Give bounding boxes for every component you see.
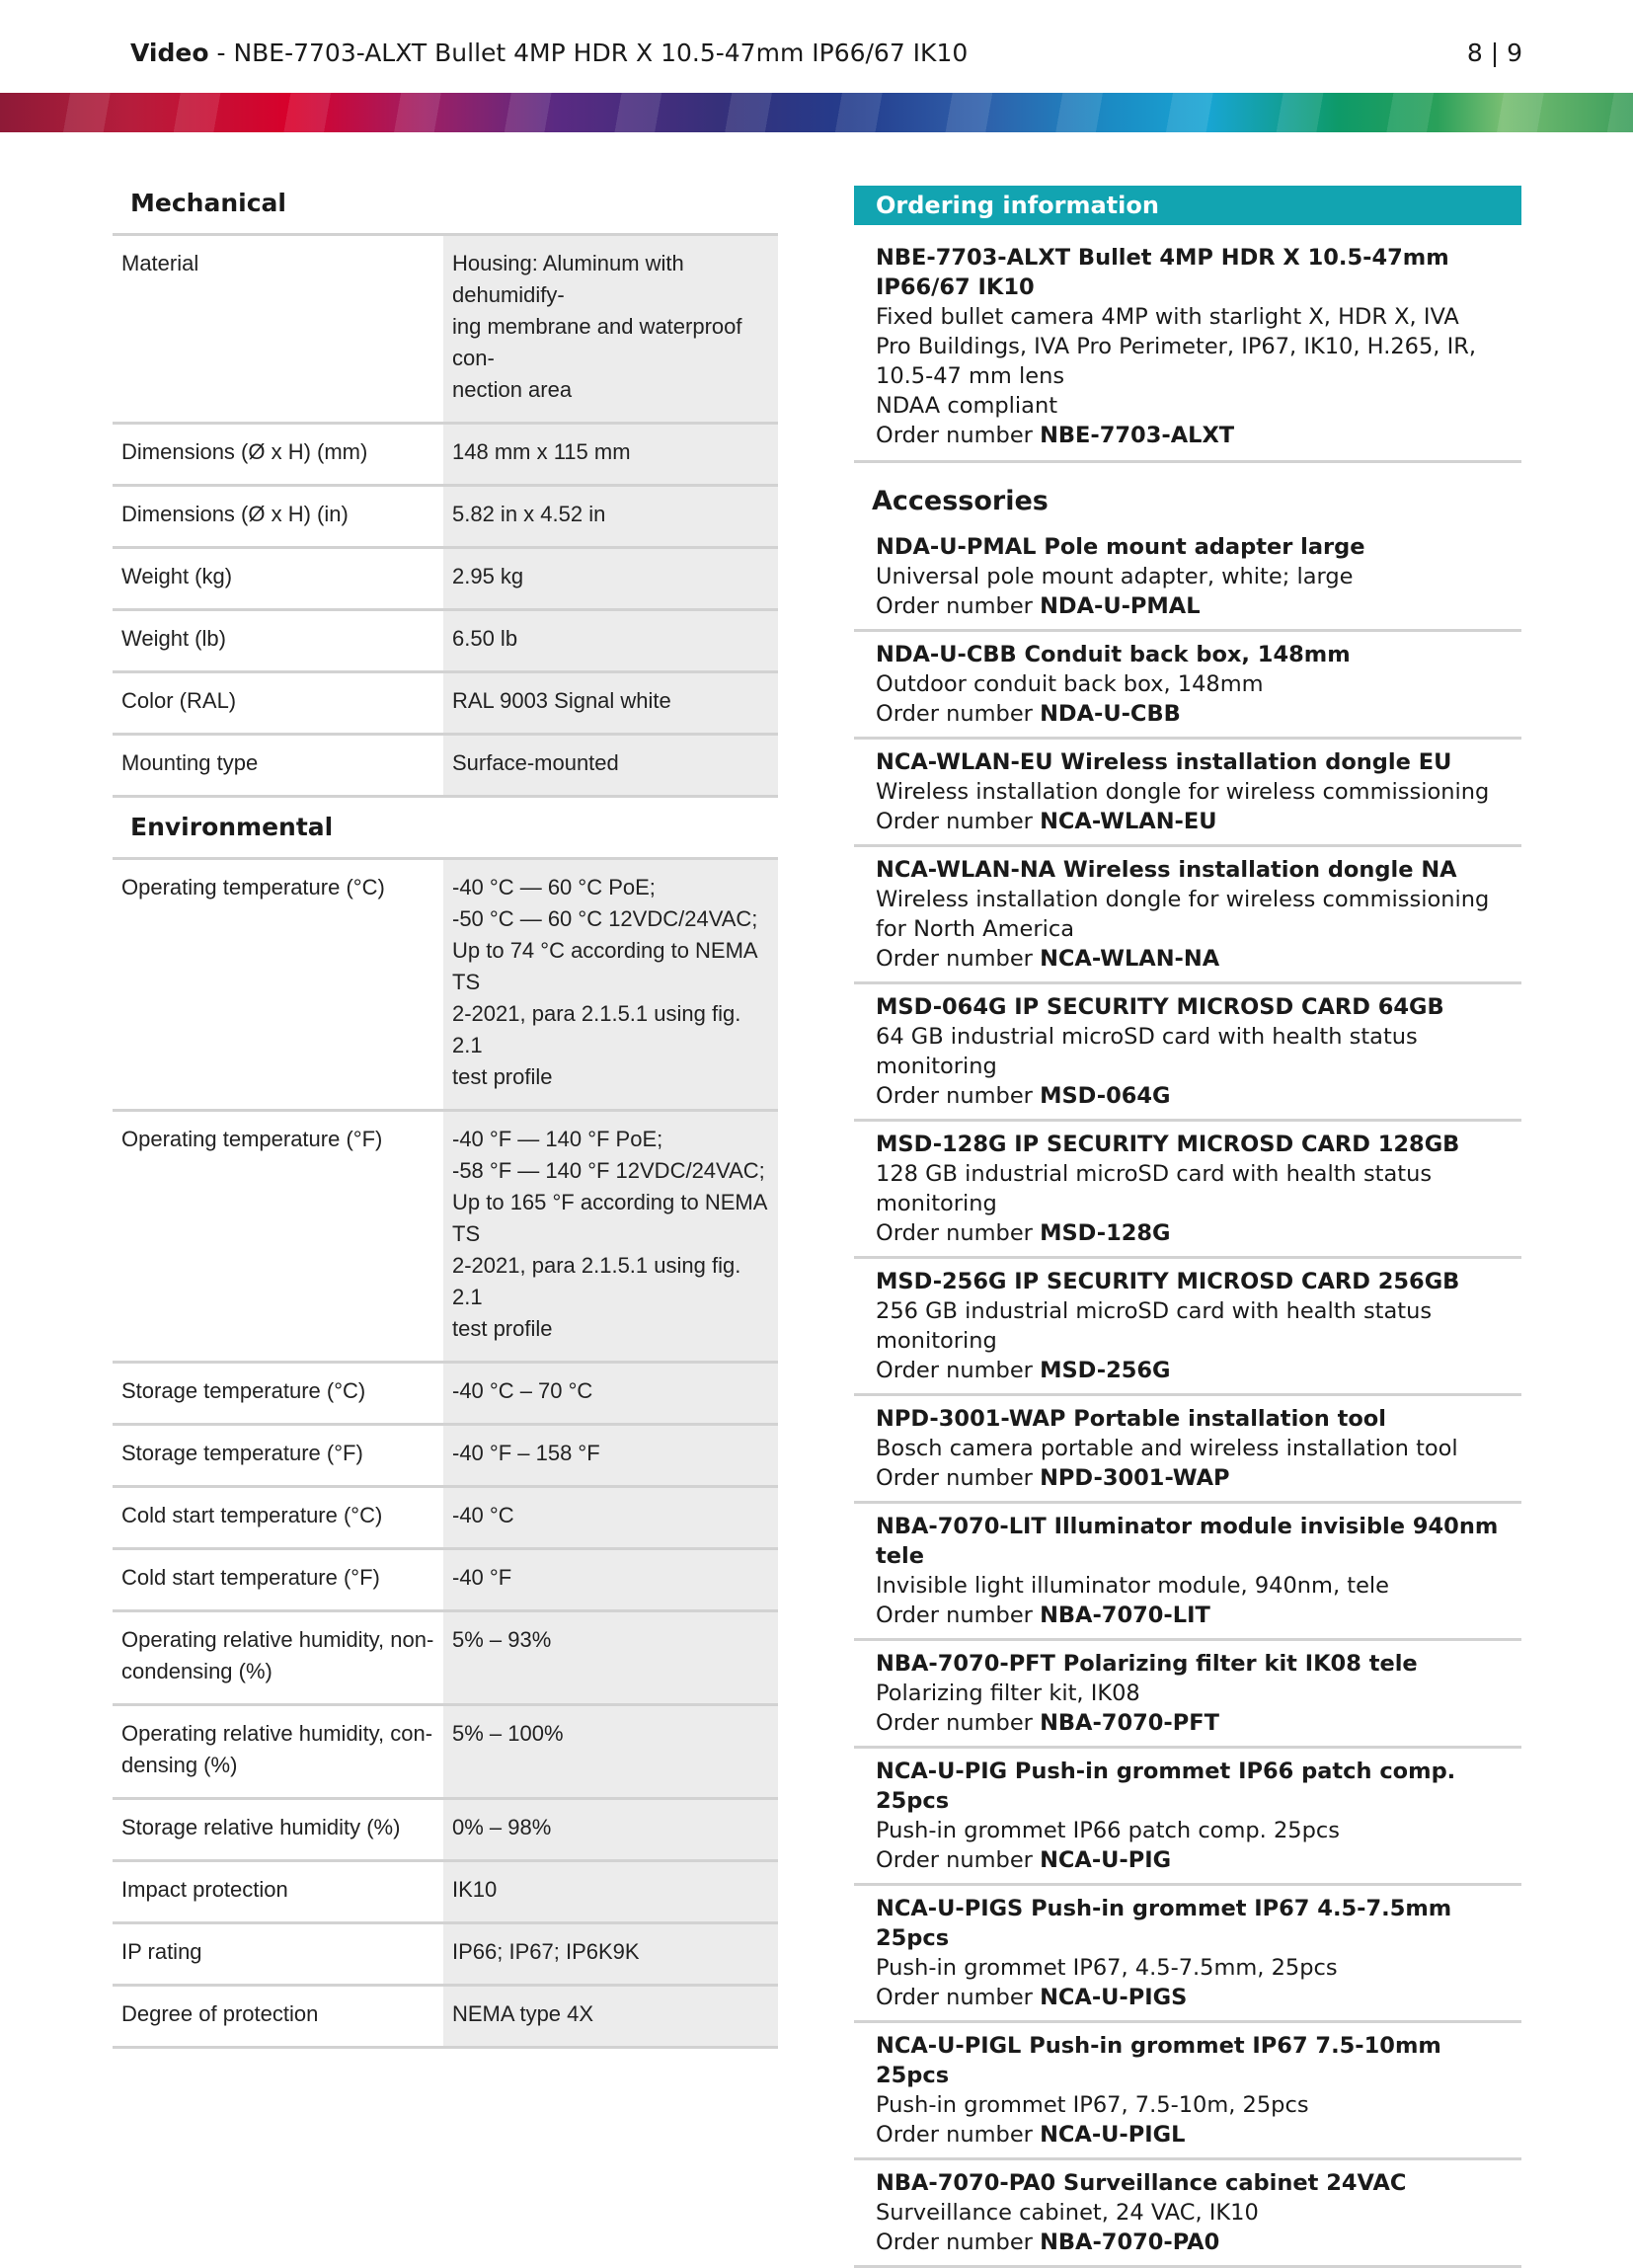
accessory-item (854, 2023, 1521, 2160)
spec-row (113, 1363, 778, 1425)
accessory-item (854, 1122, 1521, 1259)
accessory-item (854, 1749, 1521, 1886)
spec-value-line: -40 °F — 140 °F PoE; (452, 1127, 663, 1151)
spec-value-line: -40 °C — 60 °C PoE; (452, 875, 656, 899)
header-separator: - (208, 39, 234, 67)
accessory-order-number: Order number NBA-7070-LIT (876, 1603, 1210, 1628)
spec-label: Weight (lb) (113, 610, 443, 672)
spec-label: Operating relative humidity, con-densing (%) (113, 1705, 443, 1799)
spec-label: Storage relative humidity (%) (113, 1799, 443, 1861)
accessory-order-number: Order number NCA-WLAN-NA (876, 946, 1220, 972)
spec-value (443, 1363, 778, 1425)
spec-label: IP rating (113, 1923, 443, 1986)
accessory-item (854, 1504, 1521, 1641)
accessory-item (854, 740, 1521, 847)
spec-value-line: -50 °C — 60 °C 12VDC/24VAC; (452, 906, 758, 931)
spec-row (113, 1861, 778, 1923)
accessory-item (854, 984, 1521, 1122)
spec-row (113, 1611, 778, 1705)
spec-value-line: IK10 (452, 1877, 498, 1902)
spec-value (443, 1986, 778, 2048)
main-product-desc: Fixed bullet camera 4MP with starlight X, HDR X, IVA Pro Buildings, IVA Pro Perimeter, IP67, IK10, H.265, IR, 10.5-47 mm lens (876, 304, 1477, 389)
spec-label: Operating relative humidity, non-condensing (%) (113, 1611, 443, 1705)
spec-value-line: 5% – 93% (452, 1627, 552, 1652)
accessory-item (854, 632, 1521, 740)
spec-value-line: 2-2021, para 2.1.5.1 using fig. 2.1 (452, 1253, 741, 1309)
spec-value-line: Up to 165 °F according to NEMA TS (452, 1190, 767, 1246)
accessory-title: NCA-U-PIGL Push-in grommet IP67 7.5-10mm 25pcs (876, 2033, 1441, 2088)
accessory-desc: Surveillance cabinet, 24 VAC, IK10 (876, 2200, 1259, 2226)
accessory-order-number: Order number NCA-U-PIGS (876, 1985, 1188, 2010)
spec-row (113, 548, 778, 610)
accessory-order-number: Order number NPD-3001-WAP (876, 1465, 1230, 1491)
accessory-item (854, 1641, 1521, 1749)
accessory-order-number: Order number NCA-U-PIG (876, 1847, 1172, 1873)
spec-label: Dimensions (Ø x H) (mm) (113, 424, 443, 486)
header-section: Video (130, 39, 209, 67)
mechanical-table (113, 233, 778, 798)
accessory-desc: Polarizing filter kit, IK08 (876, 1681, 1140, 1706)
spec-value (443, 486, 778, 548)
spec-value-line: ing membrane and waterproof con- (452, 314, 742, 370)
main-product-title: NBE-7703-ALXT Bullet 4MP HDR X 10.5-47mm IP66/67 IK10 (876, 245, 1449, 300)
spec-value-line: test profile (452, 1316, 553, 1341)
spec-value-line: 2-2021, para 2.1.5.1 using fig. 2.1 (452, 1001, 741, 1057)
spec-value-line: IP66; IP67; IP6K9K (452, 1939, 640, 1964)
main-product-item (854, 225, 1521, 463)
spec-value-line: 5.82 in x 4.52 in (452, 502, 606, 526)
accessory-order-number: Order number MSD-256G (876, 1358, 1171, 1383)
spec-label: Mounting type (113, 735, 443, 797)
spec-value (443, 1705, 778, 1799)
accessory-order-number: Order number NDA-U-PMAL (876, 593, 1201, 619)
spec-row (113, 672, 778, 735)
spec-value (443, 548, 778, 610)
accessory-item (854, 524, 1521, 632)
spec-value (443, 859, 778, 1111)
accessory-title: MSD-256G IP SECURITY MICROSD CARD 256GB (876, 1269, 1460, 1294)
accessory-item (854, 847, 1521, 984)
accessory-desc: Bosch camera portable and wireless installation tool (876, 1436, 1458, 1461)
main-product-order-number: Order number NBE-7703-ALXT (876, 423, 1235, 448)
accessory-desc: Invisible light illuminator module, 940nm, tele (876, 1573, 1390, 1599)
accessory-item (854, 2160, 1521, 2268)
accessory-order-number: Order number NCA-WLAN-EU (876, 809, 1217, 834)
mechanical-heading: Mechanical (130, 189, 286, 217)
ordering-heading: Ordering information (854, 186, 1521, 225)
spec-value-line: 6.50 lb (452, 626, 518, 651)
spec-value-line: Up to 74 °C according to NEMA TS (452, 938, 757, 994)
accessory-title: MSD-128G IP SECURITY MICROSD CARD 128GB (876, 1132, 1460, 1157)
spec-value-line: -40 °F (452, 1565, 512, 1590)
environmental-table (113, 857, 778, 2049)
accessory-order-number: Order number NCA-U-PIGL (876, 2122, 1186, 2148)
accessory-order-number: Order number NBA-7070-PA0 (876, 2229, 1220, 2255)
spec-label: Operating temperature (°C) (113, 859, 443, 1111)
accessory-title: NDA-U-CBB Conduit back box, 148mm (876, 642, 1351, 667)
header-title: NBE-7703-ALXT Bullet 4MP HDR X 10.5-47mm IP66/67 IK10 (233, 39, 969, 67)
spec-value-line: -40 °C – 70 °C (452, 1378, 593, 1403)
spec-label: Material (113, 235, 443, 424)
accessory-order-number: Order number NBA-7070-PFT (876, 1710, 1219, 1736)
spec-row (113, 235, 778, 424)
spec-value-line: test profile (452, 1064, 553, 1089)
environmental-heading: Environmental (130, 813, 334, 841)
spec-row (113, 1425, 778, 1487)
accessory-order-number: Order number MSD-128G (876, 1220, 1171, 1246)
accessory-item (854, 1396, 1521, 1504)
spec-value-line: 2.95 kg (452, 564, 524, 588)
spec-row (113, 610, 778, 672)
spec-value-line: Surface-mounted (452, 750, 619, 775)
spec-row (113, 859, 778, 1111)
spec-value (443, 1799, 778, 1861)
spec-value (443, 1111, 778, 1363)
spec-value (443, 1425, 778, 1487)
spec-row (113, 1799, 778, 1861)
accessories-heading: Accessories (872, 486, 1049, 516)
spec-value-line: 0% – 98% (452, 1815, 552, 1839)
ordering-column (854, 186, 1521, 2268)
spec-row (113, 424, 778, 486)
spec-label: Storage temperature (°C) (113, 1363, 443, 1425)
spec-row (113, 1111, 778, 1363)
spec-label: Degree of protection (113, 1986, 443, 2048)
spec-value (443, 1487, 778, 1549)
page-header (130, 34, 1522, 73)
spec-value (443, 1861, 778, 1923)
spec-value (443, 1923, 778, 1986)
spec-value (443, 1549, 778, 1611)
spec-column (113, 174, 778, 2049)
spec-row (113, 1487, 778, 1549)
spec-label: Dimensions (Ø x H) (in) (113, 486, 443, 548)
accessory-title: NCA-U-PIGS Push-in grommet IP67 4.5-7.5mm 25pcs (876, 1896, 1452, 1951)
accessory-desc: Wireless installation dongle for wireless commissioning for North America (876, 887, 1490, 942)
spec-label: Cold start temperature (°C) (113, 1487, 443, 1549)
spec-row (113, 1549, 778, 1611)
spec-value (443, 735, 778, 797)
spec-label: Storage temperature (°F) (113, 1425, 443, 1487)
accessory-desc: Wireless installation dongle for wireless commissioning (876, 779, 1490, 805)
accessory-desc: Push-in grommet IP67, 7.5-10m, 25pcs (876, 2092, 1309, 2118)
accessory-desc: Push-in grommet IP66 patch comp. 25pcs (876, 1818, 1340, 1843)
accessory-order-number: Order number MSD-064G (876, 1083, 1171, 1109)
spec-value (443, 235, 778, 424)
accessory-item (854, 1259, 1521, 1396)
spec-value-line: -40 °F – 158 °F (452, 1441, 600, 1465)
spec-value-line: RAL 9003 Signal white (452, 688, 671, 713)
spec-row (113, 1923, 778, 1986)
spec-value-line: nection area (452, 377, 573, 402)
accessory-order-number: Order number NDA-U-CBB (876, 701, 1181, 727)
accessory-title: NCA-WLAN-NA Wireless installation dongle NA (876, 857, 1457, 883)
accessory-title: NDA-U-PMAL Pole mount adapter large (876, 534, 1365, 560)
spec-row (113, 486, 778, 548)
accessory-desc: Push-in grommet IP67, 4.5-7.5mm, 25pcs (876, 1955, 1338, 1981)
spec-label: Color (RAL) (113, 672, 443, 735)
spec-row (113, 1986, 778, 2048)
accessory-desc: Outdoor conduit back box, 148mm (876, 671, 1264, 697)
spec-value-line: 5% – 100% (452, 1721, 564, 1746)
spec-label: Weight (kg) (113, 548, 443, 610)
accessory-item (854, 1886, 1521, 2023)
spec-value-line: NEMA type 4X (452, 2001, 594, 2026)
accessory-title: NCA-WLAN-EU Wireless installation dongle EU (876, 749, 1452, 775)
spec-value-line: Housing: Aluminum with dehumidify- (452, 251, 684, 307)
accessory-desc: 64 GB industrial microSD card with health status monitoring (876, 1024, 1418, 1079)
accessory-title: NCA-U-PIG Push-in grommet IP66 patch comp. 25pcs (876, 1759, 1456, 1814)
brand-color-bar (0, 93, 1633, 132)
accessory-title: NBA-7070-LIT Illuminator module invisible 940nm tele (876, 1514, 1499, 1569)
accessory-title: NBA-7070-PA0 Surveillance cabinet 24VAC (876, 2170, 1407, 2196)
accessory-title: NPD-3001-WAP Portable installation tool (876, 1406, 1386, 1432)
spec-value (443, 610, 778, 672)
spec-value-line: 148 mm x 115 mm (452, 439, 631, 464)
accessory-desc: 256 GB industrial microSD card with health status monitoring (876, 1298, 1433, 1354)
page-number: 8 | 9 (1466, 39, 1522, 67)
spec-row (113, 1705, 778, 1799)
main-product-compliance: NDAA compliant (876, 393, 1058, 419)
spec-value (443, 672, 778, 735)
spec-label: Impact protection (113, 1861, 443, 1923)
accessory-title: MSD-064G IP SECURITY MICROSD CARD 64GB (876, 994, 1444, 1020)
spec-value-line: -58 °F — 140 °F 12VDC/24VAC; (452, 1158, 765, 1183)
spec-label: Cold start temperature (°F) (113, 1549, 443, 1611)
accessory-title: NBA-7070-PFT Polarizing filter kit IK08 tele (876, 1651, 1418, 1677)
spec-value (443, 424, 778, 486)
accessory-desc: Universal pole mount adapter, white; large (876, 564, 1354, 589)
spec-label: Operating temperature (°F) (113, 1111, 443, 1363)
accessories-list (854, 524, 1521, 2268)
spec-value-line: -40 °C (452, 1503, 514, 1527)
accessory-desc: 128 GB industrial microSD card with health status monitoring (876, 1161, 1433, 1216)
spec-row (113, 735, 778, 797)
spec-value (443, 1611, 778, 1705)
